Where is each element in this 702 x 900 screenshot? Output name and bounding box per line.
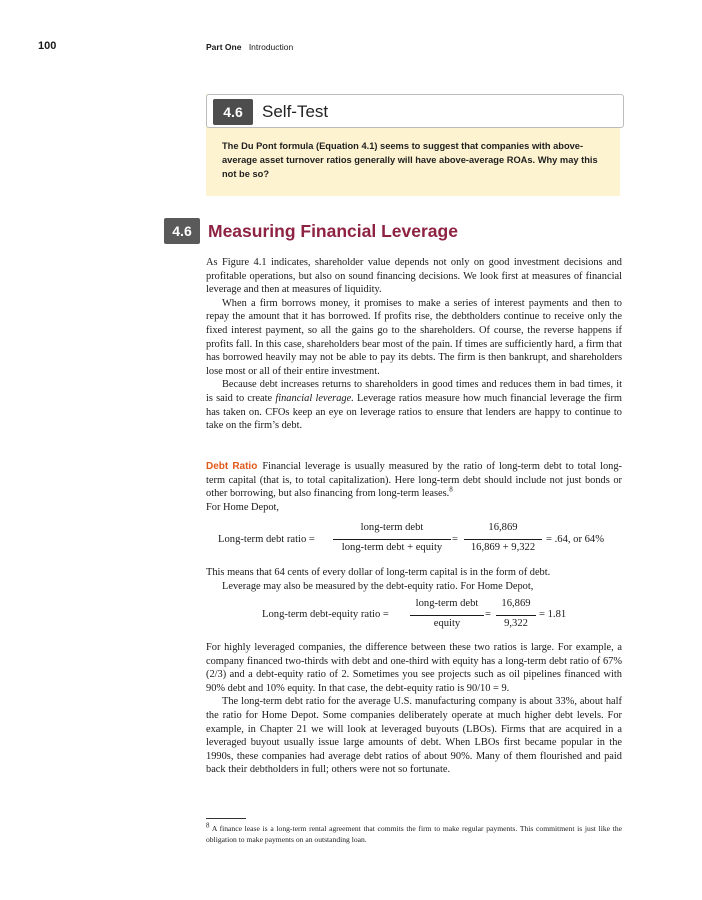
- part-label: Part One: [206, 42, 242, 52]
- eq1-denominator: long-term debt + equity: [341, 542, 443, 553]
- self-test-number-badge: 4.6: [213, 99, 253, 125]
- body-text-debt-ratio: [206, 460, 622, 514]
- body-text-after-eq1: [206, 566, 622, 593]
- eq2-lhs: Long-term debt-equity ratio =: [262, 609, 389, 620]
- footnote-text: A finance lease is a long-term rental agreement that commits the firm to make regular payments. This commitment is just like the obligation to make payments on an outstanding loan.: [206, 824, 623, 844]
- eq2-value-fraction-bar: [496, 615, 536, 616]
- debt-ratio-run-head: Debt Ratio: [206, 461, 258, 472]
- running-head: [206, 42, 293, 52]
- paragraph-leverage: [206, 378, 622, 432]
- eq1-result: = .64, or 64%: [546, 534, 605, 545]
- eq1-denominator-value: 16,869 + 9,322: [470, 542, 536, 553]
- paragraph-manufacturing: The long-term debt ratio for the average U.S. manufacturing company is about 33%, about half the ratio for Home Depot. Some companies deliberately operate at much higher debt levels. For example, in Chapter 21 we will look at leveraged buyouts (LBOs). Firms that are acquired in a leveraged buyout usually issue large amounts of debt. When LBOs first became popular in the 1990s, these companies had average debt ratios of about 90%. Many of them flourished and paid back their debtholders in full; others were not so fortunate.: [206, 696, 622, 776]
- eq2-denominator-value: 9,322: [504, 618, 528, 629]
- self-test-title: Self-Test: [262, 102, 329, 121]
- footnote-rule: [206, 818, 246, 819]
- paragraph-intro: As Figure 4.1 indicates, shareholder value depends not only on good investment decisions and profitable operations, but also on sound financing decisions. We look first at measures of financial leverage and then at measures of liquidity.: [206, 257, 622, 296]
- footnote-mark: 8: [206, 821, 210, 830]
- paragraph-highly-leveraged: For highly leveraged companies, the difference between these two ratios is large. For example, a company financed two-thirds with debt and one-third with equity has a long-term debt ratio of 67% (2/3) and a debt-equity ratio of 2. Sometimes you see projects such as oil pipelines financed with 90% debt and 10% equity. In that case, the debt-equity ratio is 90/10 = 9.: [206, 642, 622, 694]
- eq1-fraction-bar: [333, 539, 451, 540]
- paragraph-debt-ratio: [206, 460, 622, 514]
- eq1-value-fraction-bar: [464, 539, 542, 540]
- section-title: Measuring Financial Leverage: [208, 221, 458, 241]
- footnote-mark-ref: 8: [449, 485, 453, 494]
- paragraph-borrowing: When a firm borrows money, it promises to make a series of interest payments and then to repay the amount that it has borrowed. If profits rise, the debtholders continue to receive only the fixed interest payment, so all the gains go to the shareholders. Of course, the reverse happens if profits fall. In this case, shareholders bear most of the pain. If times are sufficiently hard, a firm that has borrowed heavily may not be able to pay its debts. The firm is then bankrupt, and shareholders lose most or all of their entire investment.: [206, 297, 622, 377]
- footnote: [206, 823, 622, 845]
- paragraph-debt-equity-intro: Leverage may also be measured by the debt-equity ratio. For Home Depot,: [222, 580, 534, 592]
- leverage-term: financial leverage.: [275, 392, 354, 404]
- chapter-label: Introduction: [248, 42, 294, 52]
- eq1-numerator: long-term debt: [360, 522, 424, 533]
- leverage-text-after: Leverage ratios measure how much financial leverage the firm has taken on. CFOs keep an eye on leverage ratios to ensure that lenders are happy to continue to take on the firm’s debt.: [206, 392, 623, 432]
- body-text-block-2: [206, 641, 622, 777]
- eq2-numerator: long-term debt: [415, 598, 479, 609]
- debt-ratio-tail: For Home Depot,: [206, 501, 280, 513]
- eq2-fraction-bar: [410, 615, 484, 616]
- eq1-numerator-value: 16,869: [488, 522, 518, 533]
- eq1-equals: =: [452, 534, 458, 545]
- leverage-text-before: Because debt increases returns to shareholders in good times and reduces them in bad times, it is said to create: [206, 379, 622, 404]
- eq2-numerator-value: 16,869: [501, 598, 531, 609]
- section-number-badge: 4.6: [164, 218, 200, 244]
- page-number: 100: [38, 40, 57, 52]
- self-test-question: The Du Pont formula (Equation 4.1) seems to suggest that companies with above-average asset turnover ratios generally will have above-average ROAs. Why may this not be so?: [222, 141, 598, 179]
- eq2-denominator: equity: [433, 618, 461, 629]
- eq1-lhs: Long-term debt ratio =: [218, 534, 315, 545]
- eq2-result: = 1.81: [539, 609, 567, 620]
- debt-ratio-text: Financial leverage is usually measured by the ratio of long-term debt to total long-term capital (that is, to total capitalization). Here long-term debt should include not just bonds or other borrowing, but also financing from long-term leases.: [206, 461, 622, 500]
- body-text-block-1: [206, 256, 622, 433]
- paragraph-64-cents: This means that 64 cents of every dollar of long-term capital is in the form of debt.: [206, 567, 551, 578]
- eq2-equals: =: [485, 609, 491, 620]
